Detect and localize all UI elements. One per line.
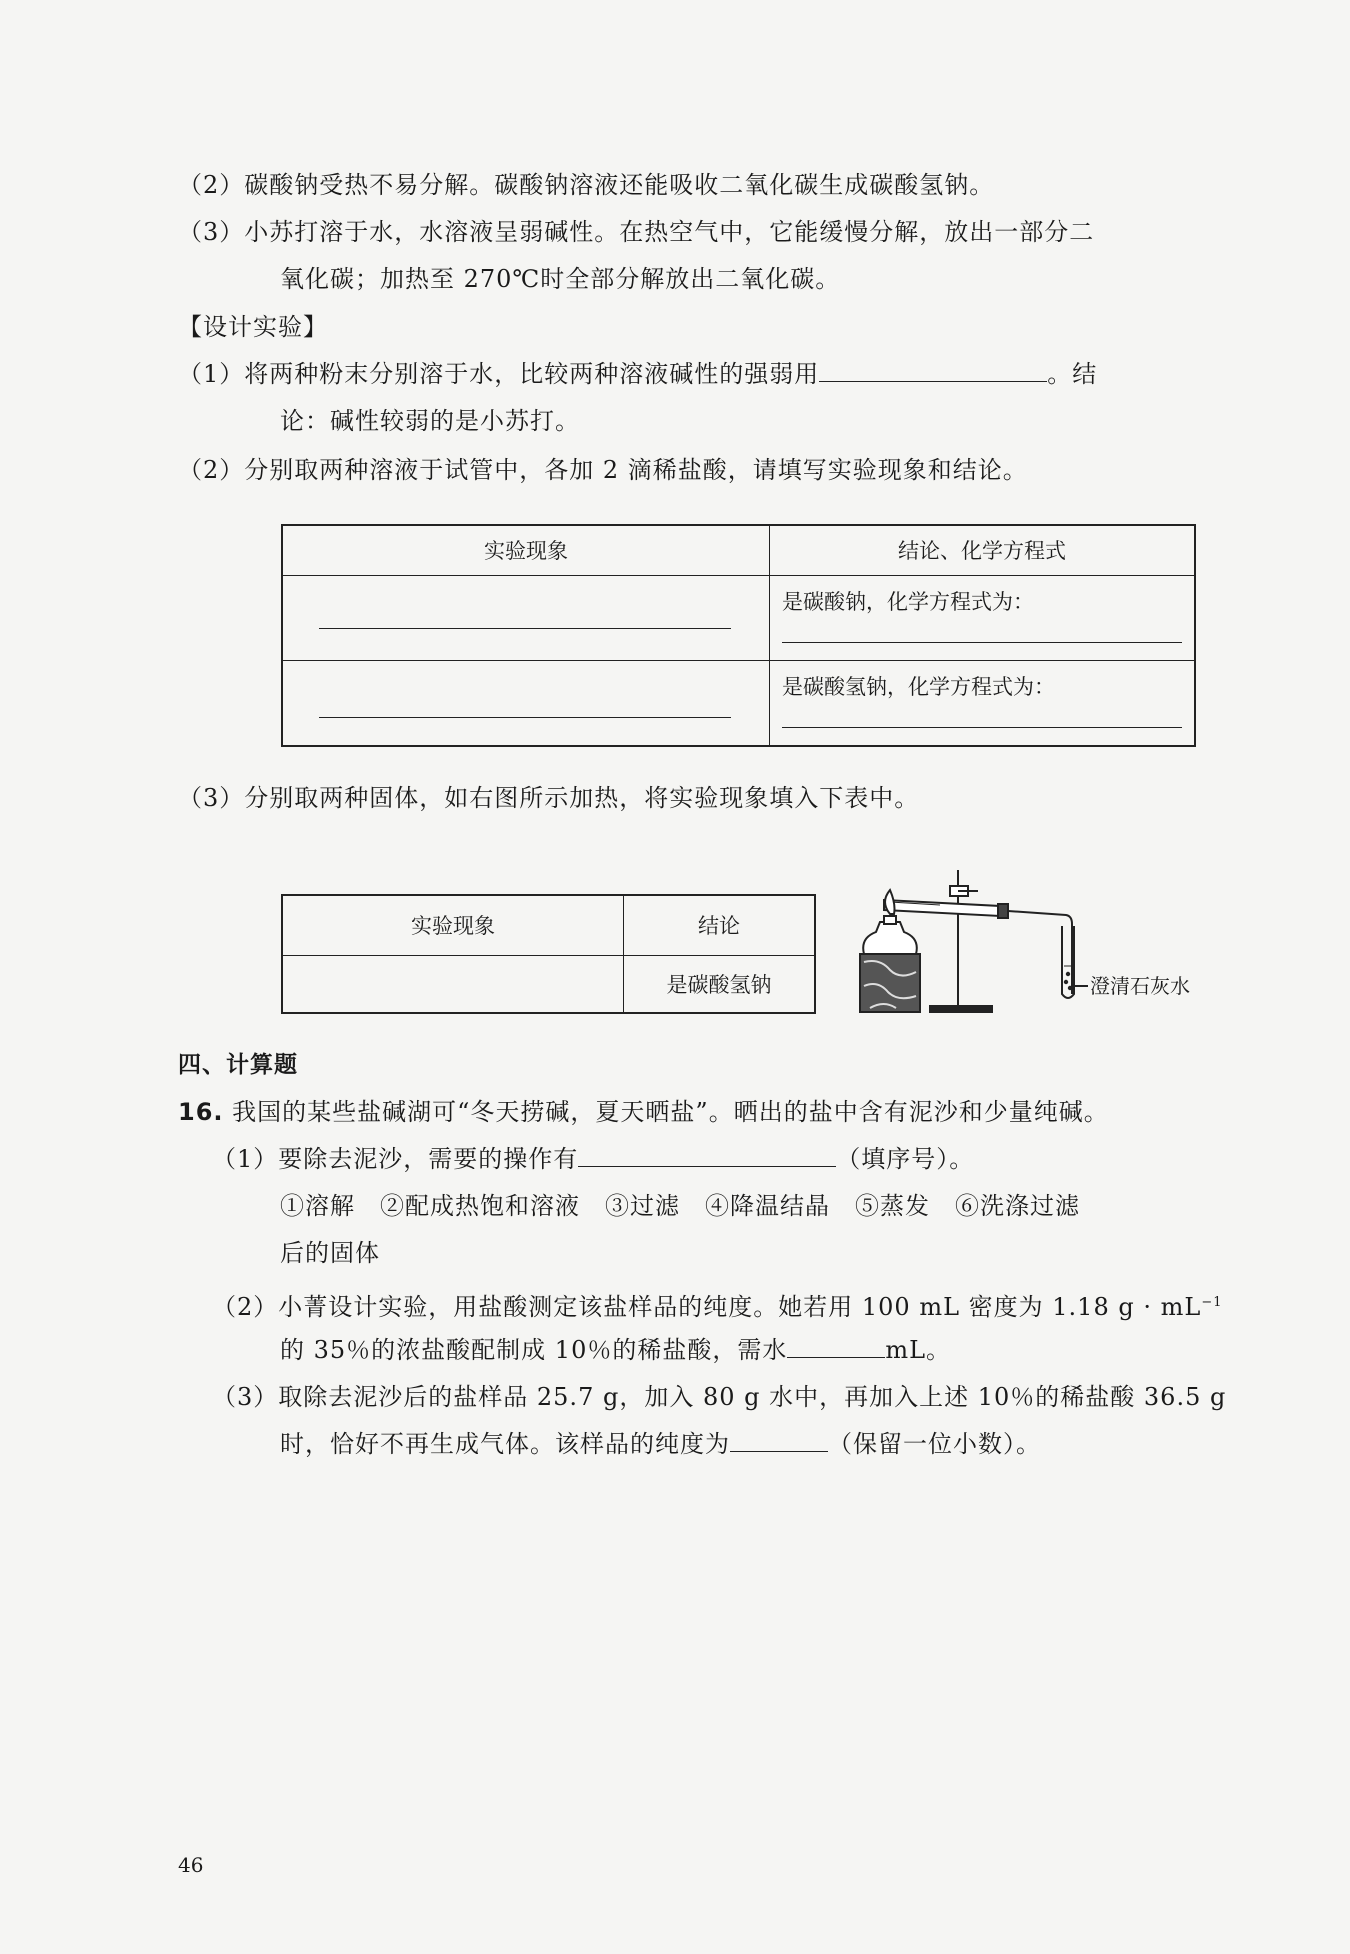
question-line (178, 359, 1097, 389)
question-line: （3）分别取两种固体，如右图所示加热，将实验现象填入下表中。 (178, 784, 920, 812)
text-line: （2）碳酸钠受热不易分解。碳酸钠溶液还能吸收二氧化碳生成碳酸氢钠。 (178, 171, 995, 199)
answer-blank[interactable] (319, 576, 731, 629)
cell-text: 是碳酸钠，化学方程式为： (782, 589, 1034, 614)
question-16 (178, 1097, 1109, 1127)
section-title: 四、计算题 (178, 1052, 298, 1078)
answer-blank[interactable] (319, 661, 731, 718)
question-line: （3）取除去泥沙后的盐样品 25.7 g，加入 80 g 水中，再加入上述 10％的稀盐酸 36.5 g (212, 1383, 1227, 1411)
table-header: 结论 (624, 895, 816, 955)
question-text: （保留一位小数）。 (828, 1430, 1041, 1458)
table-cell (770, 575, 1196, 660)
question-text: 。结 (1047, 360, 1098, 388)
page-number: 46 (178, 1853, 204, 1877)
table-header: 实验现象 (282, 895, 624, 955)
question-text: （1）将两种粉末分别溶于水，比较两种溶液碱性的强弱用 (178, 360, 820, 388)
table-cell[interactable] (282, 955, 624, 1013)
question-text: 的 35％的浓盐酸配制成 10％的稀盐酸，需水 (280, 1336, 788, 1364)
superscript: −1 (1201, 1295, 1223, 1310)
experiment-table-2 (281, 894, 816, 1014)
table-cell (282, 575, 770, 660)
question-line: （2）分别取两种溶液于试管中，各加 2 滴稀盐酸，请填写实验现象和结论。 (178, 456, 1028, 484)
question-line (212, 1144, 974, 1174)
question-line (280, 1429, 1041, 1459)
answer-blank[interactable] (782, 661, 1182, 728)
table-header: 结论、化学方程式 (770, 525, 1196, 575)
table-cell: 是碳酸氢钠 (624, 955, 816, 1013)
answer-blank[interactable] (578, 1144, 836, 1167)
question-text: （填序号）。 (836, 1145, 975, 1173)
text-line: 论：碱性较弱的是小苏打。 (280, 407, 580, 435)
question-text: mL。 (885, 1336, 952, 1364)
question-line (280, 1335, 951, 1365)
cell-text: 是碳酸氢钠，化学方程式为： (782, 674, 1055, 699)
question-line (212, 1288, 1222, 1322)
answer-blank[interactable] (787, 1335, 885, 1358)
answer-blank[interactable] (782, 576, 1182, 643)
options-line: ①溶解 ②配成热饱和溶液 ③过滤 ④降温结晶 ⑤蒸发 ⑥洗涤过滤 (280, 1192, 1080, 1220)
answer-blank[interactable] (819, 359, 1047, 382)
question-text: （1）要除去泥沙，需要的操作有 (212, 1145, 579, 1173)
text-line: 氧化碳；加热至 270℃时全部分解放出二氧化碳。 (280, 265, 841, 293)
heating-apparatus-figure (850, 862, 1210, 1022)
question-number: 16. (178, 1098, 224, 1126)
question-text: 我国的某些盐碱湖可“冬天捞碱，夏天晒盐”。晒出的盐中含有泥沙和少量纯碱。 (232, 1098, 1109, 1126)
table-cell (770, 660, 1196, 746)
table-header: 实验现象 (282, 525, 770, 575)
figure-label: 澄清石灰水 (1090, 974, 1190, 998)
text-line: （3）小苏打溶于水，水溶液呈弱碱性。在热空气中，它能缓慢分解，放出一部分二 (178, 218, 1095, 246)
table-cell (282, 660, 770, 746)
text-line: 后的固体 (280, 1239, 380, 1267)
question-text: （2）小菁设计实验，用盐酸测定该盐样品的纯度。她若用 100 mL 密度为 1.18 g · mL (212, 1293, 1202, 1321)
experiment-table-1 (281, 524, 1196, 747)
answer-blank[interactable] (730, 1429, 828, 1452)
section-heading: 【设计实验】 (178, 313, 328, 341)
question-text: 时，恰好不再生成气体。该样品的纯度为 (280, 1430, 730, 1458)
